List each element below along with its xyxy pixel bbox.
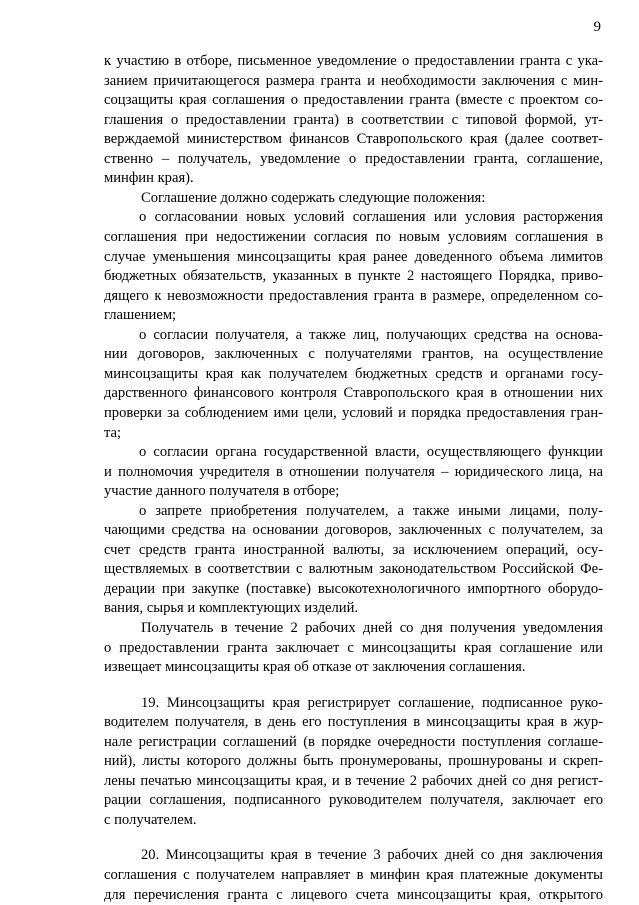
text-line: к участию в отборе, письменное уведомление о предоставлении гранта с ука- (104, 53, 603, 69)
text-line: минфин края). (104, 170, 194, 187)
text-line: о согласии органа государственной власти, осуществляющего функции (139, 444, 603, 460)
text-line: о предоставлении гранта заключает с минсоцзащиты края соглашение или (104, 639, 603, 656)
text-line: лены печатью минсоцзащиты края, и в течение 2 рабочих дней со дня регист- (104, 772, 603, 789)
text-line: бюджетных обязательств, указанных в пункте 2 настоящего Порядка, приво- (104, 268, 603, 285)
text-line: чающими средства на основании договоров, заключенных с получателем, за (104, 522, 603, 539)
text-line: та; (104, 424, 122, 441)
text-line: и полномочия учредителя в отношении получателя – юридического лица, на (104, 463, 603, 480)
text-line: водителем получателя, в день его поступления в минсоцзащиты края в жур- (104, 714, 603, 731)
text-line: Получатель в течение 2 рабочих дней со дня получения уведомления (141, 619, 603, 636)
text-line: о согласовании новых условий соглашения или условия расторжения (139, 209, 603, 226)
text-line: ществляемых в соответствии с валютным законодательством Российской Фе- (104, 561, 603, 578)
text-line: вания, сырья и комплектующих изделий. (104, 600, 359, 617)
text-line: о согласии получателя, а также лиц, получающих средства на основа- (139, 326, 603, 343)
text-line: дарственного финансового контроля Ставропольского края в отношении них (104, 385, 603, 402)
text-line: дящего к невозможности предоставления гранта в размере, определенном со- (104, 287, 603, 304)
text-line: соцзащиты края соглашения о предоставлении гранта (вместе с проектом со- (104, 92, 603, 109)
text-line: соглашения с получателем направляет в минфин края платежные документы (104, 867, 603, 883)
text-line: случае уменьшения минсоцзащиты края ранее доведенного объема лимитов (104, 248, 603, 265)
text-line: соглашения при недостижении согласия по новым условиям соглашения в (104, 229, 603, 245)
text-line: глашением; (104, 307, 177, 324)
text-line: верждаемой министерством финансов Ставропольского края (далее соответ- (104, 131, 603, 148)
text-line: счет средств гранта иностранной валюты, за исключением операций, осу- (104, 541, 603, 558)
text-line: ственно – получатель, уведомление о предоставлении гранта, соглашение, (104, 150, 603, 167)
text-line: ний), листы которого должны быть пронумерованы, прошнурованы и скреп- (104, 753, 603, 770)
text-line: рации соглашения, подписанного руководителем получателя, заключает его (104, 792, 603, 809)
text-line: 19. Минсоцзащиты края регистрирует соглашение, подписанное руко- (141, 694, 603, 711)
text-line: дерации при закупке (поставке) высокотехнологичного импортного оборудо- (104, 580, 603, 597)
text-line: Соглашение должно содержать следующие положения: (141, 189, 486, 206)
text-line: минсоцзащиты края как получателем бюджетных средств и органами госу- (104, 365, 603, 382)
text-line: нии договоров, заключенных с получателями грантов, на осуществление (104, 346, 603, 363)
text-line: извещает минсоцзащиты края об отказе от заключения соглашения. (104, 659, 526, 675)
text-line: для перечисления гранта с лицевого счета минсоцзащиты края, открытого (104, 886, 603, 903)
text-line: занием причитающегося размера гранта и необходимости заключения с мин- (104, 72, 603, 89)
text-line: 20. Минсоцзащиты края в течение 3 рабочих дней со дня заключения (141, 847, 603, 864)
text-line: глашения о предоставлении гранта) в соответствии с типовой формой, ут- (104, 111, 603, 128)
text-line: нале регистрации соглашений (в порядке очередности поступления соглаше- (104, 733, 603, 750)
text-line: участие данного получателя в отборе; (104, 483, 340, 500)
text-line: проверки за соблюдением ими цели, условий и порядка предоставления гран- (104, 404, 603, 421)
text-line: о запрете приобретения получателем, а также иными лицами, полу- (139, 502, 603, 519)
text-line: с получателем. (104, 811, 197, 828)
page-number: 9 (593, 19, 601, 35)
